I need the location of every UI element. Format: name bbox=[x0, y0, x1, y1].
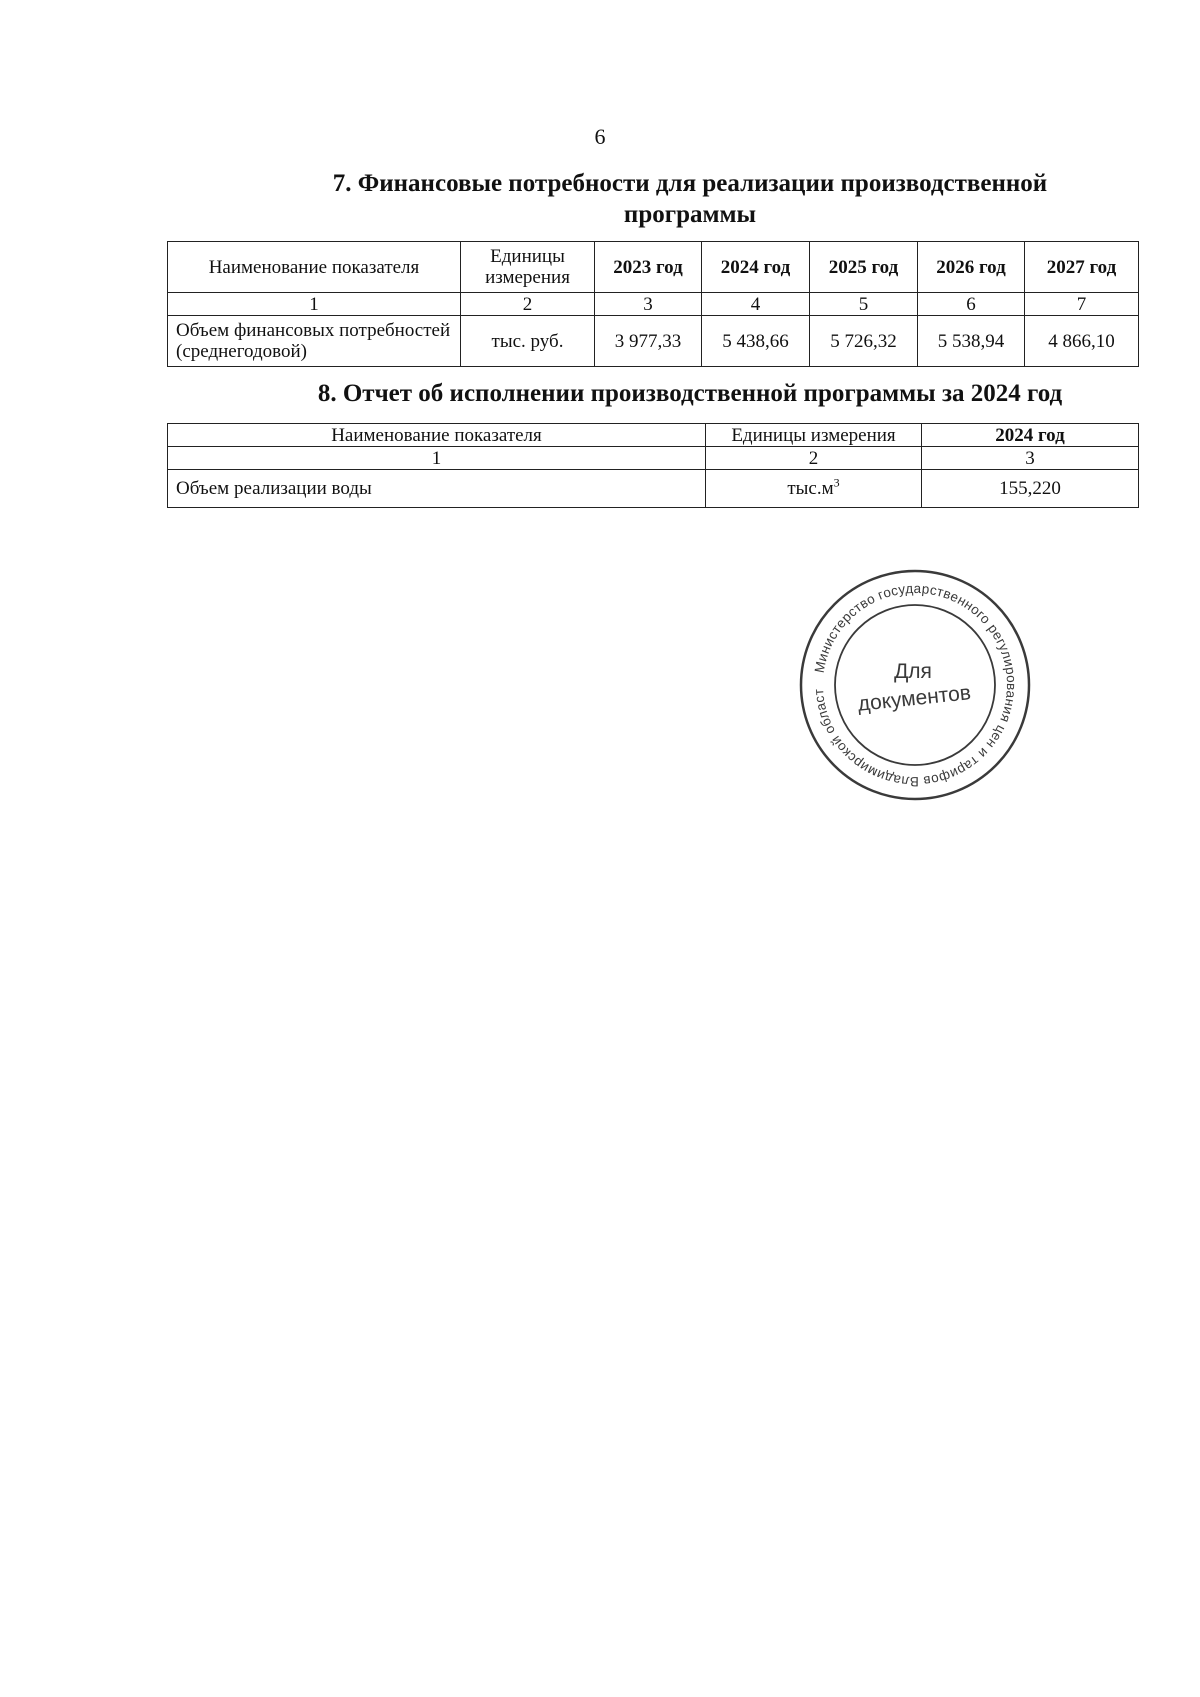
page-number: 6 bbox=[594, 124, 606, 149]
stamp-center-text: Для bbox=[894, 660, 932, 683]
header-year-2023: 2023 год bbox=[595, 242, 702, 293]
official-stamp bbox=[795, 565, 1035, 805]
program-report-table bbox=[167, 423, 1139, 508]
column-number-row bbox=[168, 293, 1139, 316]
column-number-row bbox=[168, 447, 1139, 470]
table-header-row bbox=[168, 424, 1139, 447]
header-year-2026: 2026 год bbox=[918, 242, 1025, 293]
header-year-2024: 2024 год bbox=[922, 424, 1139, 447]
value-2023: 3 977,33 bbox=[595, 316, 702, 367]
header-year-2025: 2025 год bbox=[810, 242, 918, 293]
indicator-name: Объем финансовых потребностей (среднегодовой) bbox=[168, 316, 461, 367]
value-2027: 4 866,10 bbox=[1025, 316, 1139, 367]
section-7-title: 7. Финансовые потребности для реализации производственной программы bbox=[332, 170, 1048, 228]
stamp-seal-icon bbox=[795, 565, 1035, 805]
header-unit: Единицы измерения bbox=[706, 424, 922, 447]
stamp-center-text: документов bbox=[856, 681, 972, 716]
header-unit: Единицы измерения bbox=[461, 242, 595, 293]
column-number: 2 bbox=[706, 447, 922, 470]
column-number: 4 bbox=[702, 293, 810, 316]
unit-value: тыс. руб. bbox=[461, 316, 595, 367]
header-indicator-name: Наименование показателя bbox=[168, 242, 461, 293]
stamp-ring-text: Министерство государственного регулирования цен и тарифов Владимирской област bbox=[811, 580, 1020, 790]
column-number: 1 bbox=[168, 293, 461, 316]
header-year-2024: 2024 год bbox=[702, 242, 810, 293]
header-indicator-name: Наименование показателя bbox=[168, 424, 706, 447]
value-2024: 155,220 bbox=[922, 470, 1139, 508]
header-year-2027: 2027 год bbox=[1025, 242, 1139, 293]
column-number: 7 bbox=[1025, 293, 1139, 316]
section-8-title: 8. Отчет об исполнении производственной программы за 2024 год bbox=[317, 380, 1063, 407]
table-row bbox=[168, 470, 1139, 508]
column-number: 3 bbox=[595, 293, 702, 316]
value-2024: 5 438,66 bbox=[702, 316, 810, 367]
column-number: 2 bbox=[461, 293, 595, 316]
column-number: 1 bbox=[168, 447, 706, 470]
unit-value bbox=[706, 470, 922, 508]
column-number: 3 bbox=[922, 447, 1139, 470]
unit-superscript: 3 bbox=[833, 475, 840, 490]
table-row bbox=[168, 316, 1139, 367]
column-number: 6 bbox=[918, 293, 1025, 316]
column-number: 5 bbox=[810, 293, 918, 316]
financial-needs-table bbox=[167, 241, 1139, 367]
unit-text: тыс.м bbox=[787, 478, 834, 499]
value-2026: 5 538,94 bbox=[918, 316, 1025, 367]
table-header-row bbox=[168, 242, 1139, 293]
indicator-name: Объем реализации воды bbox=[168, 470, 706, 508]
value-2025: 5 726,32 bbox=[810, 316, 918, 367]
